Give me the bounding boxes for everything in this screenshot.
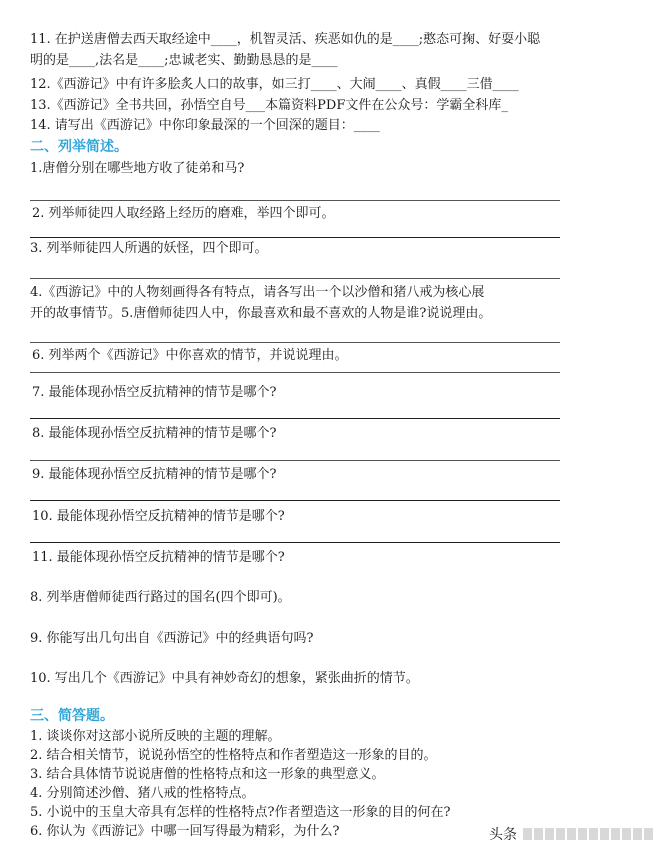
watermark-redacted-icon <box>523 828 653 840</box>
question-3-6: 6. 你认为《西游记》中哪一回写得最为精彩，为什么? <box>30 824 340 839</box>
section-3-heading: 三、简答题。 <box>30 708 114 724</box>
question-3-5: 5. 小说中的玉皇大帝具有怎样的性格特点?作者塑造这一形象的目的何在? <box>30 805 451 820</box>
question-2-8b: 8. 列举唐僧师徒西行路过的国名(四个即可)。 <box>30 590 291 605</box>
question-2-10b: 10. 写出几个《西游记》中具有神妙奇幻的想象，紧张曲折的情节。 <box>30 671 419 686</box>
question-3-4: 4. 分别简述沙僧、猪八戒的性格特点。 <box>30 786 255 801</box>
item-13: 13.《西游记》全书共回，孙悟空自号___本篇资料PDF文件在公众号：学霸全科库_ <box>30 98 508 113</box>
answer-rule <box>30 200 560 201</box>
answer-rule <box>30 278 560 279</box>
answer-rule <box>30 342 560 343</box>
question-2-4-line2: 开的故事情节。5.唐僧师徒四人中，你最喜欢和最不喜欢的人物是谁?说说理由。 <box>30 306 492 321</box>
question-2-9a: 9. 最能体现孙悟空反抗精神的情节是哪个? <box>32 467 277 482</box>
answer-rule <box>30 372 560 373</box>
answer-rule <box>30 418 560 419</box>
question-2-4-line1: 4.《西游记》中的人物刻画得各有特点，请各写出一个以沙僧和猪八戒为核心展 <box>30 285 485 300</box>
item-11-line2: 明的是____,法名是____;忠诚老实、勤勤恳恳的是____ <box>30 53 338 68</box>
question-2-10a: 10. 最能体现孙悟空反抗精神的情节是哪个? <box>32 509 285 524</box>
answer-rule <box>30 237 560 238</box>
question-2-9b: 9. 你能写出几句出自《西游记》中的经典语句吗? <box>30 631 314 646</box>
question-2-2: 2. 列举师徒四人取经路上经历的磨难，举四个即可。 <box>32 206 335 221</box>
answer-rule <box>30 500 560 501</box>
answer-rule <box>30 460 560 461</box>
question-2-3: 3. 列举师徒四人所遇的妖怪，四个即可。 <box>30 241 268 256</box>
question-3-3: 3. 结合具体情节说说唐僧的性格特点和这一形象的典型意义。 <box>30 767 385 782</box>
item-11-line1: 11. 在护送唐僧去西天取经途中____，机智灵活、疾恶如仇的是____;憨态可掬、好耍小聪 <box>30 32 541 47</box>
question-2-8a: 8. 最能体现孙悟空反抗精神的情节是哪个? <box>32 426 277 441</box>
answer-rule <box>30 542 560 543</box>
section-2-heading: 二、列举简述。 <box>30 139 128 155</box>
question-3-2: 2. 结合相关情节，说说孙悟空的性格特点和作者塑造这一形象的目的。 <box>30 748 437 763</box>
item-12: 12.《西游记》中有许多脍炙人口的故事，如三打____、大闹____、真假____三借____ <box>30 77 519 92</box>
item-14: 14. 请写出《西游记》中你印象最深的一个回深的题目：____ <box>30 118 380 133</box>
watermark-label: 头条 <box>489 827 517 843</box>
question-2-7: 7. 最能体现孙悟空反抗精神的情节是哪个? <box>32 385 277 400</box>
question-2-6: 6. 列举两个《西游记》中你喜欢的情节，并说说理由。 <box>32 348 348 363</box>
question-2-11a: 11. 最能体现孙悟空反抗精神的情节是哪个? <box>32 550 285 565</box>
question-3-1: 1. 谈谈你对这部小说所反映的主题的理解。 <box>30 729 281 744</box>
watermark <box>489 824 653 844</box>
question-2-1: 1.唐僧分别在哪些地方收了徒弟和马? <box>30 161 245 176</box>
